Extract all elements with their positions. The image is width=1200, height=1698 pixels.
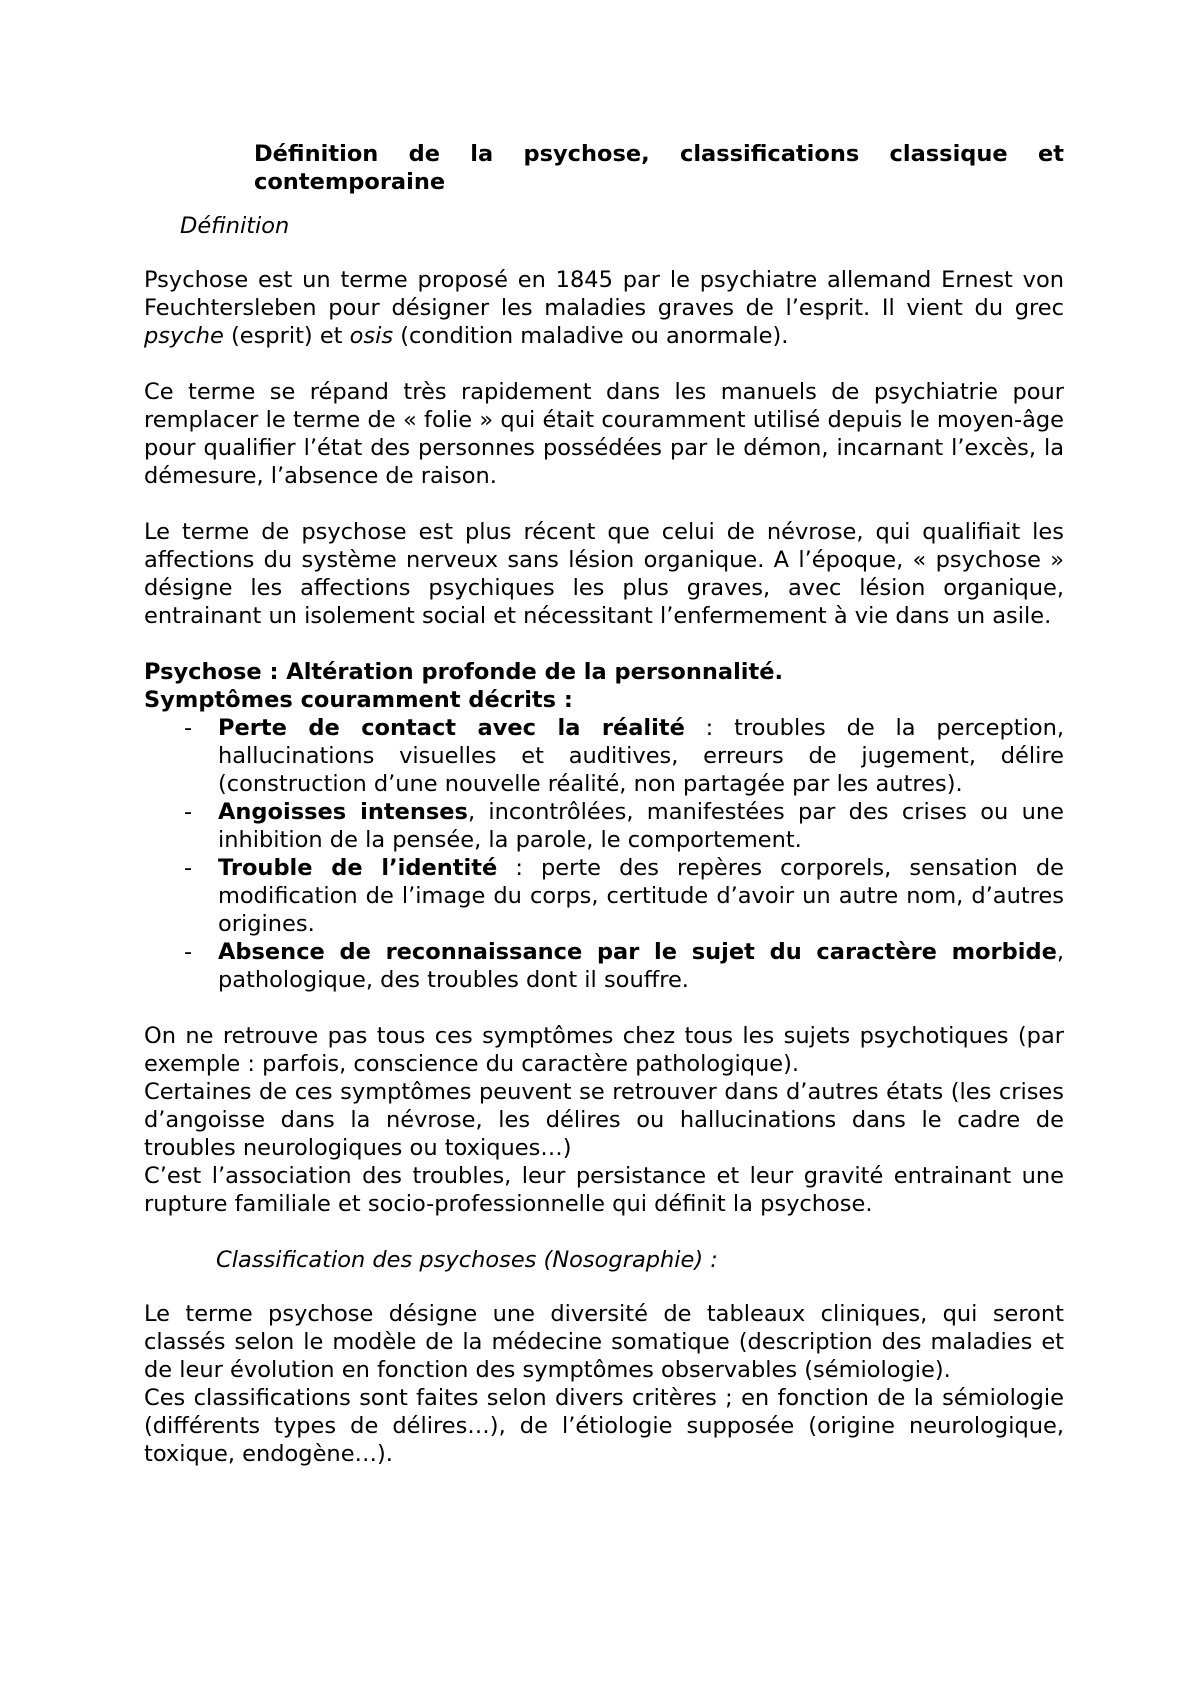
- psychose-definition: Psychose : Altération profonde de la personnalité.: [144, 659, 784, 685]
- symptom-text: , incontrôlées, manifestées par des crises ou une inhibition de la pensée, la parole, le comportement.: [218, 799, 1064, 853]
- symptoms-list: [144, 714, 1064, 994]
- paragraph-classification: Ces classifications sont faites selon divers critères ; en fonction de la sémiologie (différents types de délires…), de l’étiologie supposée (origine neurologique, toxique, endogène…).: [144, 1385, 1064, 1467]
- list-item: [144, 938, 1064, 994]
- document-title: Définition de la psychose, classifications classique et contemporaine: [254, 141, 1064, 195]
- symptom-text: , pathologique, des troubles dont il souffre.: [218, 939, 1064, 993]
- italic-term-osis: osis: [349, 323, 394, 349]
- symptom-text: : troubles de la perception, hallucinations visuelles et auditives, erreurs de jugement, délire (construction d’une nouvelle réalité, non partagée par les autres).: [218, 715, 1064, 797]
- symptom-title: Trouble de l’identité: [218, 855, 498, 881]
- section-heading-classification: Classification des psychoses (Nosographie) :: [216, 1247, 718, 1273]
- list-item: [144, 854, 1064, 938]
- document-page: [144, 140, 1064, 1468]
- symptom-title: Absence de reconnaissance par le sujet du caractère morbide: [218, 939, 1057, 965]
- bullet-dash: -: [184, 715, 193, 741]
- paragraph-classification: Le terme psychose désigne une diversité de tableaux cliniques, qui seront classés selon le modèle de la médecine somatique (description des maladies et de leur évolution en fonction des symptômes observables (sémiologie).: [144, 1301, 1064, 1383]
- bullet-dash: -: [184, 939, 193, 965]
- paragraph-symptoms-note: Certaines de ces symptômes peuvent se retrouver dans d’autres états (les crises d’angoisse dans la névrose, les délires ou hallucinations dans le cadre de troubles neurologiques ou toxiques…): [144, 1079, 1064, 1161]
- paragraph-text: Psychose est un terme proposé en 1845 par le psychiatre allemand Ernest von Feuchtersleben pour désigner les maladies graves de l’esprit. Il vient du grec: [144, 267, 1064, 321]
- paragraph-text: (esprit) et: [223, 323, 350, 349]
- symptom-text: : perte des repères corporels, sensation de modification de l’image du corps, certitude d’avoir un autre nom, d’autres origines.: [218, 855, 1064, 937]
- list-item: [144, 714, 1064, 798]
- section-heading-definition: Définition: [180, 213, 290, 239]
- paragraph-symptoms-note: C’est l’association des troubles, leur persistance et leur gravité entrainant une rupture familiale et socio-professionnelle qui définit la psychose.: [144, 1163, 1064, 1217]
- paragraph-text: (condition maladive ou anormale).: [393, 323, 789, 349]
- list-item: [144, 798, 1064, 854]
- paragraph-folie: Ce terme se répand très rapidement dans les manuels de psychiatrie pour remplacer le terme de « folie » qui était couramment utilisé depuis le moyen-âge pour qualifier l’état des personnes possédées par le démon, incarnant l’excès, la démesure, l’absence de raison.: [144, 379, 1064, 489]
- symptoms-heading: Symptômes couramment décrits :: [144, 687, 573, 713]
- paragraph-origin: [144, 266, 1064, 350]
- symptom-title: Angoisses intenses: [218, 799, 468, 825]
- bullet-dash: -: [184, 855, 193, 881]
- italic-term-psyche: psyche: [144, 323, 224, 349]
- symptom-title: Perte de contact avec la réalité: [218, 715, 685, 741]
- paragraph-nevrose: Le terme de psychose est plus récent que celui de névrose, qui qualifiait les affections du système nerveux sans lésion organique. A l’époque, « psychose » désigne les affections psychiques les plus graves, avec lésion organique, entrainant un isolement social et nécessitant l’enfermement à vie dans un asile.: [144, 519, 1064, 629]
- bullet-dash: -: [184, 799, 193, 825]
- paragraph-symptoms-note: On ne retrouve pas tous ces symptômes chez tous les sujets psychotiques (par exemple : parfois, conscience du caractère pathologique).: [144, 1023, 1064, 1077]
